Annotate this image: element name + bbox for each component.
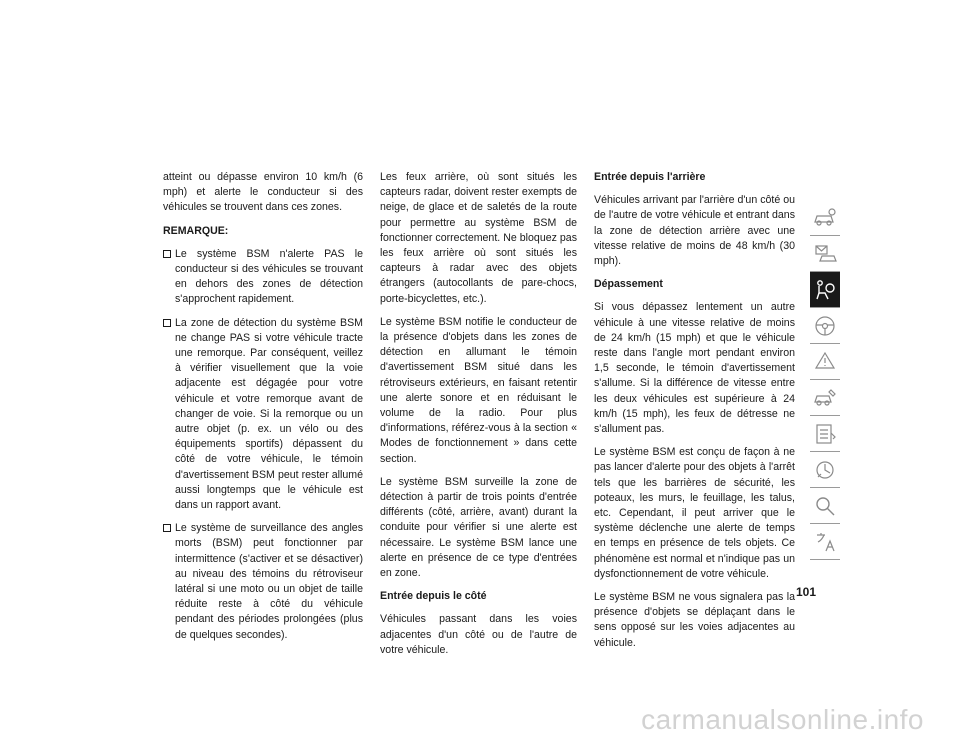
bullet-text: La zone de détection du système BSM ne change PAS si votre véhicule tracte une remorque. Par conséquent, veillez à vérifier visuellement que la voie adjacente est dégagée pour votre véhicule et votre remorque avant de changer de voie. Si la remorque ou un autre objet (p. ex. un vélo ou des équipements sportifs) dépassent du côté de votre véhicule, le témoin d'avertissement BSM peut rester allumé aussi longtemps que le véhicule est dans un rapport avant. (175, 316, 363, 512)
steering-wheel-icon (812, 313, 838, 339)
text-column-3 (594, 170, 795, 659)
bullet-text: Le système BSM n'alerte PAS le conducteur si des véhicules se trouvant en dehors des zones de détection s'approchent rapidement. (175, 247, 363, 306)
tab-customer-assistance[interactable] (810, 488, 840, 524)
section-heading-overtaking: Dépassement (594, 278, 663, 291)
remarque-heading: REMARQUE: (163, 224, 229, 237)
tab-starting-driving[interactable] (810, 308, 840, 344)
car-mail-icon (812, 241, 838, 267)
tab-specifications[interactable] (810, 416, 840, 452)
checkbox-bullet-icon (163, 319, 171, 327)
list-item (163, 521, 363, 643)
paragraph: Si vous dépassez lentement un autre véhicule à une vitesse relative de moins de 24 km/h (15 mph) et que le véhicule reste dans l'angle mort pendant environ 1,5 seconde, le témoin d'avertissement s'allume. Si la différence de vitesse entre les deux véhicules est supérieure à 24 km/h (15 mph), les feux de détresse ne s'allument pas. (594, 301, 795, 436)
list-item (163, 316, 363, 514)
service-gear-icon (812, 457, 838, 483)
paragraph: Les feux arrière, où sont situés les capteurs radar, doivent rester exempts de neige, de glace et de saletés de la route pour permettre au système BSM de fonctionner correctement. Ne bloquez pas les feux arrière où sont situés les capteurs à radar avec des objets étrangers (autocollants de pare-chocs, porte-bicyclettes, etc.). (380, 171, 577, 305)
chapter-tab-strip (810, 200, 840, 560)
tab-safety[interactable] (810, 272, 840, 308)
text-column-2 (380, 170, 577, 666)
car-wrench-icon (812, 385, 838, 411)
intro-paragraph: atteint ou dépasse environ 10 km/h (6 mph) et alerte le conducteur si des véhicules se trouvent dans ces zones. (163, 171, 363, 214)
section-heading-rear-entry: Entrée depuis l'arrière (594, 171, 706, 183)
airbag-seat-icon (812, 277, 838, 303)
tab-servicing[interactable] (810, 380, 840, 416)
tab-multimedia[interactable] (810, 452, 840, 488)
warning-car-icon (812, 349, 838, 375)
checkbox-bullet-icon (163, 524, 171, 532)
paragraph: Véhicules passant dans les voies adjacentes d'un côté ou de l'autre de votre véhicule. (380, 613, 577, 656)
watermark-text: carmanualsonline.info (641, 704, 924, 735)
section-heading-side-entry: Entrée depuis le côté (380, 590, 487, 603)
bullet-text: Le système de surveillance des angles morts (BSM) peut fonctionner par intermittence (s'activer et se désactiver) au niveau des témoins du rétroviseur latéral si une moto ou un objet de taille réduite reste à côté du véhicule pendant des périodes prolongées (plus de quelques secondes). (175, 522, 363, 641)
tab-vehicle-info[interactable] (810, 200, 840, 236)
page-number: 101 (796, 585, 817, 599)
tab-emergency[interactable] (810, 344, 840, 380)
language-icon (812, 529, 838, 555)
text-column-1 (163, 170, 363, 651)
paragraph: Le système BSM surveille la zone de détection à partir de trois points d'entrée différents (côté, arrière, avant) durant la conduite pour vérifier si une alerte est nécessaire. Le système BSM lance une alerte en présence de ce type d'entrées en zone. (380, 475, 577, 580)
paragraph: Le système BSM notifie le conducteur de la présence d'objets dans les zones de détection en allumant le témoin d'avertissement BSM situé dans les rétroviseurs extérieurs, en faisant retentir une alerte sonore et en réduisant le volume de la radio. Pour plus d'informations, référez-vous à la section « Modes de fonctionnement » dans cette section. (380, 315, 577, 465)
tab-dashboard[interactable] (810, 236, 840, 272)
paragraph: Véhicules arrivant par l'arrière d'un côté ou de l'autre de votre véhicule et entrant dans la zone de détection arrière avec une vitesse relative de moins de 48 km/h (30 mph). (594, 194, 795, 268)
paragraph: Le système BSM ne vous signalera pas la présence d'objets se déplaçant dans le sens opposé sur les voies adjacentes au véhicule. (594, 591, 795, 649)
list-item (163, 247, 363, 308)
watermark (0, 682, 960, 742)
tab-index[interactable] (810, 524, 840, 560)
checklist-icon (812, 421, 838, 447)
search-icon (812, 493, 838, 519)
car-info-icon (812, 205, 838, 231)
paragraph: Le système BSM est conçu de façon à ne pas lancer d'alerte pour des objets à l'arrêt tels que les barrières de sécurité, les poteaux, les murs, le feuillage, les talus, etc. Cependant, il peut arriver que le système déclenche une alerte de temps en temps en présence de tels objets. Ce phénomène est normal et n'indique pas un dysfonctionnement de votre véhicule. (594, 446, 795, 580)
checkbox-bullet-icon (163, 250, 171, 258)
